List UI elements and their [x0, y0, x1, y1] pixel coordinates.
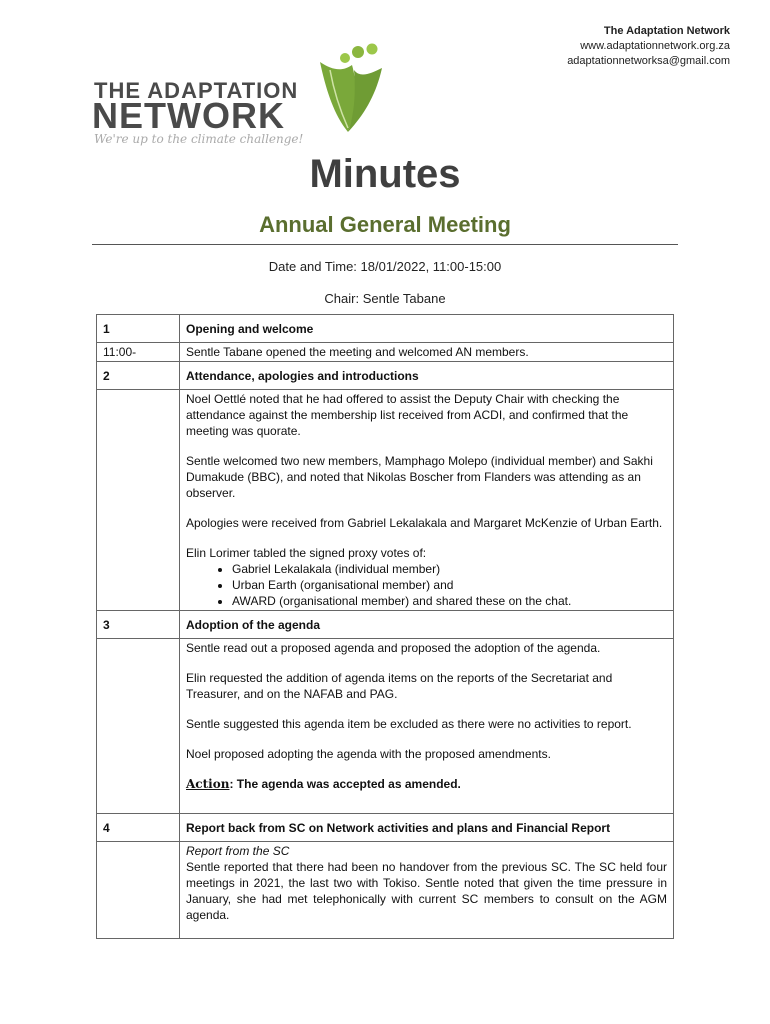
- item-number: 2: [97, 362, 180, 390]
- item-heading: Opening and welcome: [180, 315, 674, 343]
- contact-website[interactable]: www.adaptationnetwork.org.za: [580, 40, 730, 52]
- item-paragraph: Noel proposed adopting the agenda with the proposed amendments.: [186, 747, 551, 761]
- item-number: 3: [97, 611, 180, 639]
- item-number: 4: [97, 814, 180, 842]
- adaptation-network-logo: [92, 40, 392, 150]
- item-paragraph: Sentle suggested this agenda item be excluded as there were no activities to report.: [186, 717, 632, 731]
- agenda-item-heading-row: [97, 611, 674, 639]
- item-body: [180, 842, 674, 939]
- agenda-item-body-row: [97, 390, 674, 611]
- item-time-empty: [97, 390, 180, 611]
- item-paragraph: Elin Lorimer tabled the signed proxy votes of:: [186, 546, 427, 560]
- list-item: • AWARD (organisational member) and shared these on the chat.: [232, 593, 667, 609]
- leaf-figure-icon: [312, 40, 387, 135]
- action-text: : The agenda was accepted as amended.: [229, 777, 461, 791]
- agenda-item-heading-row: [97, 814, 674, 842]
- logo-tagline: We're up to the climate challenge!: [94, 132, 304, 146]
- agenda-item-body-row: [97, 639, 674, 814]
- item-heading: Report back from SC on Network activities and plans and Financial Report: [180, 814, 674, 842]
- item-time-empty: [97, 842, 180, 939]
- contact-block: [567, 24, 730, 69]
- page-subtitle: Annual General Meeting: [259, 212, 511, 237]
- action-label: Action: [186, 777, 230, 791]
- item-text: Sentle Tabane opened the meeting and welcomed AN members.: [180, 343, 674, 362]
- item-paragraph: Apologies were received from Gabriel Lekalakala and Margaret McKenzie of Urban Earth.: [186, 516, 663, 530]
- item-number: 1: [97, 315, 180, 343]
- agenda-item-body-row: [97, 842, 674, 939]
- item-heading: Adoption of the agenda: [180, 611, 674, 639]
- item-body: [180, 639, 674, 814]
- logo-line1: THE ADAPTATION: [94, 78, 299, 103]
- item-subheading: Report from the SC: [186, 844, 290, 858]
- contact-email[interactable]: adaptationnetworksa@gmail.com: [567, 55, 730, 67]
- item-paragraph: Sentle reported that there had been no handover from the previous SC. The SC held four meetings in 2021, the last two with Tokiso. Sentle noted that given the time pressure in January, she had met telephonically with current SC members to consult on the AGM agenda.: [186, 860, 667, 922]
- agenda-item-heading-row: [97, 315, 674, 343]
- item-paragraph: Elin requested the addition of agenda items on the reports of the Secretariat and Treasurer, and on the NAFAB and PAG.: [186, 671, 613, 701]
- agenda-item-heading-row: [97, 362, 674, 390]
- meeting-chair: Chair: Sentle Tabane: [324, 291, 446, 306]
- action-note: [186, 776, 667, 792]
- logo-line2: NETWORK: [92, 95, 285, 136]
- item-paragraph: Sentle read out a proposed agenda and proposed the adoption of the agenda.: [186, 641, 601, 655]
- list-item: • Urban Earth (organisational member) and: [232, 577, 667, 593]
- item-paragraph: Sentle welcomed two new members, Mamphago Molepo (individual member) and Sakhi Dumakude (BBC), and noted that Nikolas Boscher from Flanders was attending as an observer.: [186, 454, 653, 500]
- page-title: Minutes: [309, 152, 461, 196]
- contact-org: The Adaptation Network: [603, 25, 730, 37]
- list-item: • Gabriel Lekalakala (individual member): [232, 561, 667, 577]
- item-time: 11:00-: [97, 343, 180, 362]
- agenda-item-body-row: [97, 343, 674, 362]
- item-heading: Attendance, apologies and introductions: [180, 362, 674, 390]
- item-time-empty: [97, 639, 180, 814]
- minutes-table: [96, 314, 674, 939]
- meeting-date-time: Date and Time: 18/01/2022, 11:00-15:00: [268, 259, 502, 274]
- item-paragraph: Noel Oettlé noted that he had offered to assist the Deputy Chair with checking the attendance against the membership list received from ACDI, and confirmed that the meeting was quorate.: [186, 392, 629, 438]
- proxy-list: [186, 561, 667, 609]
- title-divider: [92, 244, 678, 245]
- item-body: [180, 390, 674, 611]
